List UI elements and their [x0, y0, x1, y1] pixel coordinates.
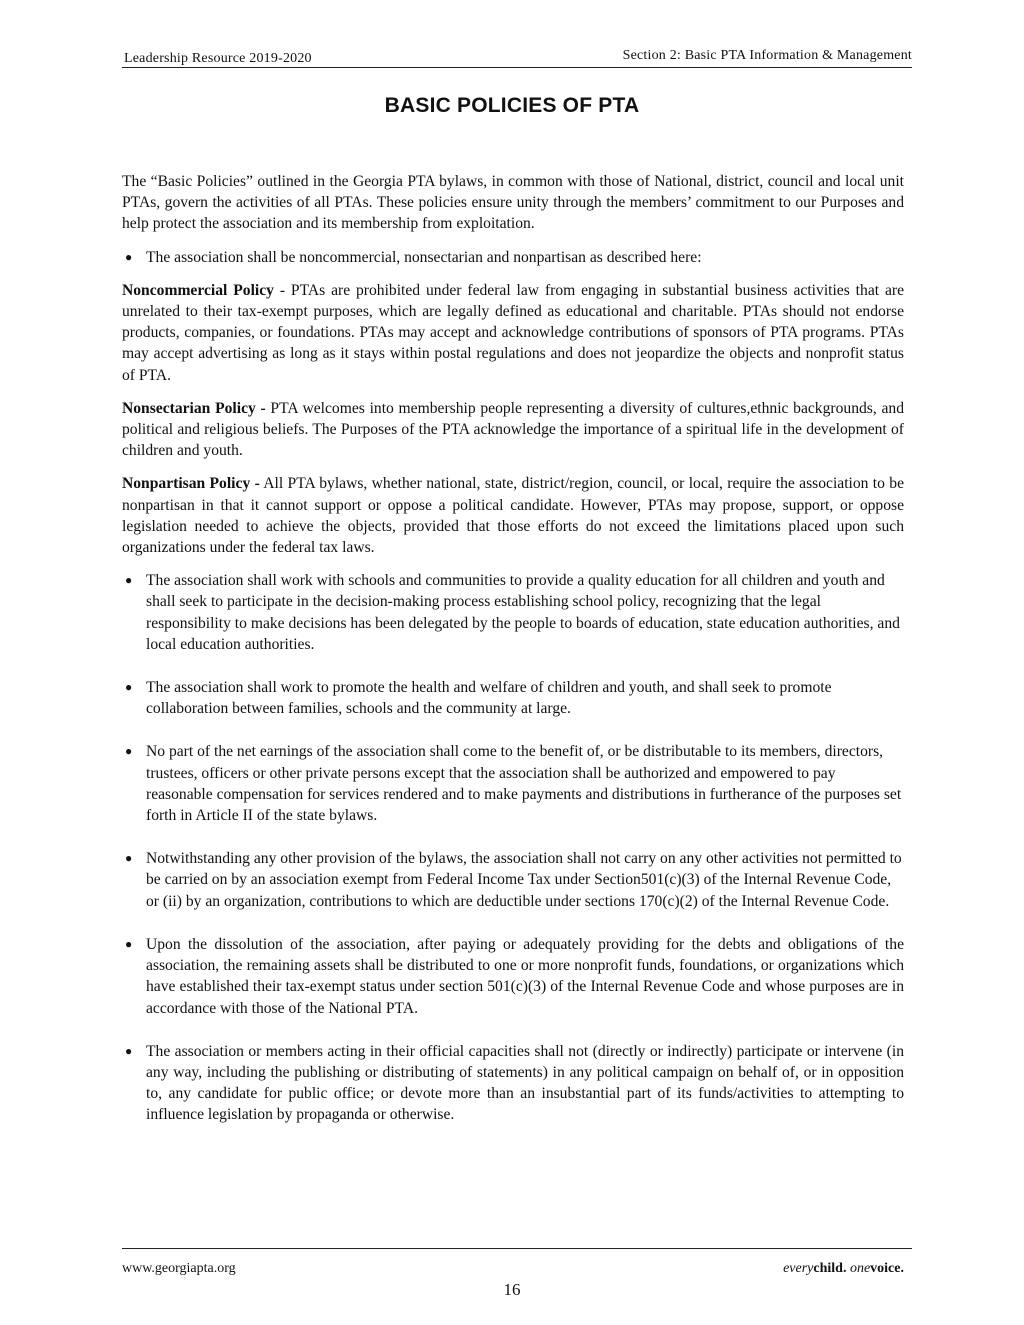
slogan-one: one [849, 1261, 871, 1276]
nonsectarian-policy [122, 398, 904, 462]
bullet-icon: ● [125, 1043, 133, 1058]
page-title: BASIC POLICIES OF PTA [384, 94, 640, 117]
bullet-icon: ● [125, 851, 133, 866]
header-divider [122, 67, 912, 68]
footer-website-link[interactable]: www.georgiapta.org [122, 1261, 236, 1276]
bullet-icon: ● [125, 744, 133, 759]
bullet-icon: ● [125, 573, 133, 588]
footer-divider [122, 1248, 912, 1249]
list-item-text: The association shall be noncommercial, nonsectarian and nonpartisan as described here: [146, 248, 702, 266]
list-item-text: Notwithstanding any other provision of the bylaws, the association shall not carry on any other activities not permitted to be carried on by an association exempt from Federal Income Tax under Section501(c)(3) of the Internal Revenue Code, or (ii) by an organization, contributions to which are deductible under sections 170(c)(2) of the Internal Revenue Code. [146, 850, 902, 910]
policy-name: Nonsectarian Policy - [122, 399, 266, 417]
list-item [122, 741, 904, 826]
policy-text: - PTAs are prohibited under federal law from engaging in substantial business activities that are unrelated to their tax-exempt purposes, which are legally defined as educational and charitable. PTAs should not endorse products, companies, or foundations. PTAs may accept and acknowledge contributions of sponsors of PTA programs. PTAs may accept advertising as long as it stays within postal regulations and does not jeopardize the objects and nonprofit status of PTA. [122, 281, 904, 384]
policy-text: PTA welcomes into membership people representing a diversity of cultures,ethnic backgrounds, and political and religious beliefs. The Purposes of the PTA acknowledge the importance of a spiritual life in the development of children and youth. [122, 399, 904, 460]
page-number: 16 [503, 1280, 521, 1299]
first-bullet-list [122, 247, 904, 268]
slogan-every: every [783, 1261, 814, 1276]
list-item [122, 570, 904, 655]
list-item [122, 677, 904, 719]
bullet-icon: ● [125, 936, 133, 951]
policy-name: Noncommercial Policy [122, 281, 274, 299]
list-item-text: The association or members acting in their official capacities shall not (directly or indirectly) participate or intervene (in any way, including the publishing or distributing of statements) in any political campaign on behalf of, or in opposition to, any candidate for public office; or devote more than an insubstantial part of its funds/activities to attempting to influence legislation by propaganda or otherwise. [146, 1042, 904, 1124]
slogan-child: child. [813, 1261, 847, 1276]
policy-name: Nonpartisan Policy - [122, 475, 260, 493]
list-item-text: No part of the net earnings of the association shall come to the benefit of, or be distributable to its members, directors, trustees, officers or other private persons except that the association shall be authorized and empowered to pay reasonable compensation for services rendered and to make payments and distributions in furtherance of the purposes set forth in Article II of the state bylaws. [146, 743, 902, 825]
list-item [122, 1041, 904, 1126]
header-document-title: Leadership Resource 2019-2020 [124, 51, 312, 66]
list-item-text: The association shall work to promote the health and welfare of children and youth, and shall seek to promote collaboration between families, schools and the community at large. [146, 679, 832, 718]
slogan-voice: voice. [870, 1261, 904, 1276]
footer-slogan [783, 1261, 904, 1277]
policy-bullet-list [122, 570, 904, 1125]
list-item-text: Upon the dissolution of the association, after paying or adequately providing for the debts and obligations of the association, the remaining assets shall be distributed to one or more nonprofit funds, foundations, or organizations which have established their tax-exempt status under section 501(c)(3) of the Internal Revenue Code and whose purposes are in accordance with those of the National PTA. [146, 935, 904, 1017]
list-item [122, 848, 904, 912]
list-item-text: The association shall work with schools and communities to provide a quality education for all children and youth and shall seek to participate in the decision-making process establishing school policy, recognizing that the legal responsibility to make decisions has been delegated by the people to boards of education, state education authorities, and local education authorities. [146, 572, 900, 653]
bullet-icon: ● [125, 680, 133, 695]
policy-text: All PTA bylaws, whether national, state, district/region, council, or local, require the association to be nonpartisan in that it cannot support or oppose a political candidate. However, PTAs may propose, support, or oppose legislation needed to achieve the objects, provided that those efforts do not exceed the limitations placed upon such organizations under the federal tax laws. [122, 475, 904, 557]
noncommercial-policy [122, 280, 904, 386]
bullet-icon: ● [125, 249, 133, 264]
nonpartisan-policy [122, 473, 904, 558]
document-body [122, 171, 904, 1126]
header-section-title: Section 2: Basic PTA Information & Management [622, 48, 912, 63]
list-item [122, 247, 904, 268]
list-item [122, 934, 904, 1019]
intro-paragraph: The “Basic Policies” outlined in the Georgia PTA bylaws, in common with those of National, district, council and local unit PTAs, govern the activities of all PTAs. These policies ensure unity through the members’ commitment to our Purposes and help protect the association and its membership from exploitation. [122, 173, 904, 233]
